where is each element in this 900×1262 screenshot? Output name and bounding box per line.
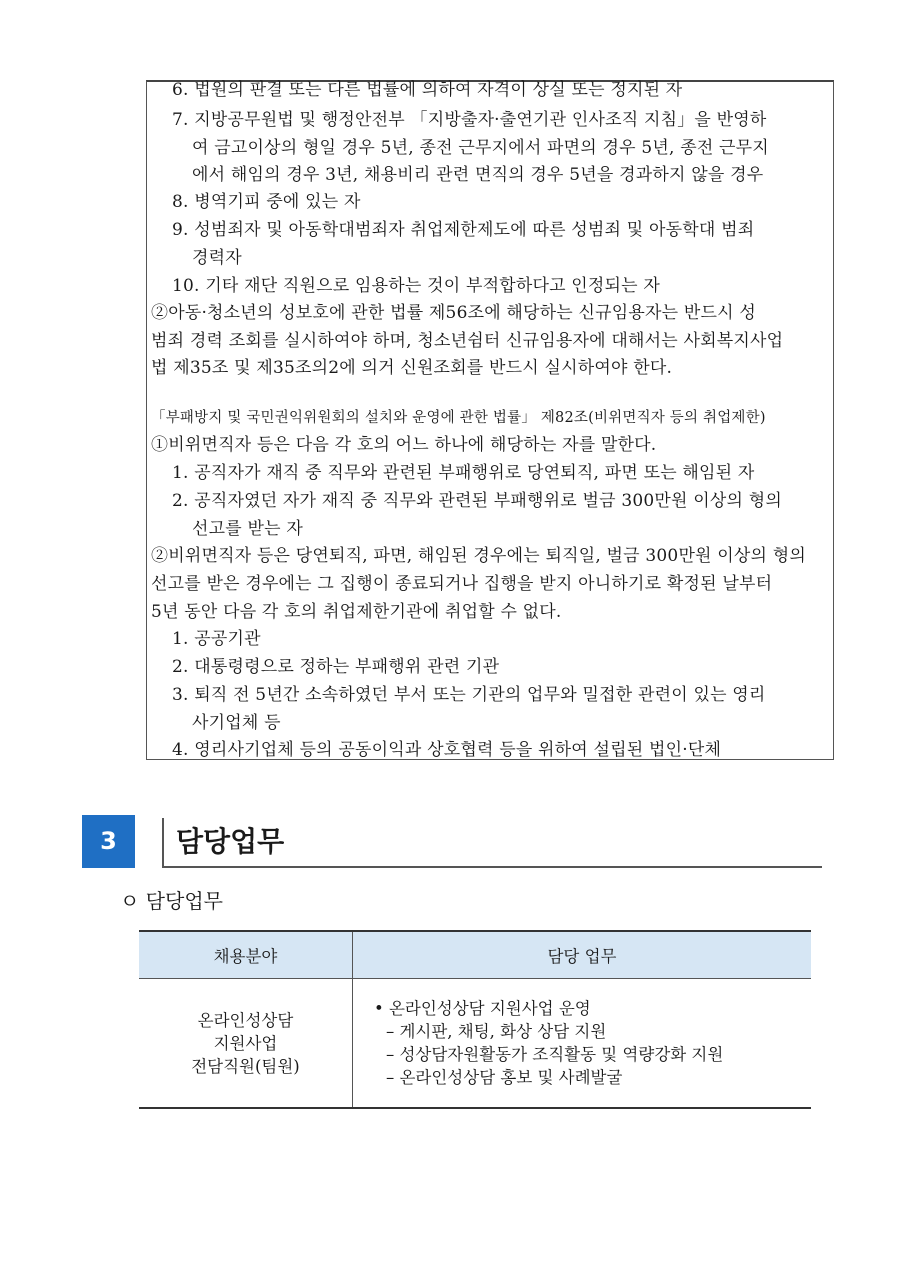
section-divider: [162, 818, 164, 868]
text-line: 범죄 경력 조회를 실시하여야 하며, 청소년쉼터 신규임용자에 대해서는 사회복지사업: [151, 331, 784, 351]
text-line: 선고를 받는 자: [192, 519, 303, 539]
table-row: [139, 979, 811, 1109]
text-line: 10. 기타 재단 직원으로 임용하는 것이 부적합하다고 인정되는 자: [172, 276, 661, 296]
text-line: 선고를 받은 경우에는 그 집행이 종료되거나 집행을 받지 아니하기로 확정된 날부터: [151, 574, 773, 594]
duty-table: [139, 930, 811, 1109]
text-line: 3. 퇴직 전 5년간 소속하였던 부서 또는 기관의 업무와 밀접한 관련이 있는 영리: [172, 685, 766, 705]
text-line: 8. 병역기피 중에 있는 자: [172, 192, 361, 212]
text-line: 에서 해임의 경우 3년, 채용비리 관련 면직의 경우 5년을 경과하지 않을 경우: [192, 165, 764, 185]
text-line: 2. 공직자였던 자가 재직 중 직무와 관련된 부패행위로 벌금 300만원 이상의 형의: [172, 491, 782, 511]
text-line: 1. 공공기관: [172, 629, 261, 649]
text-line: 법 제35조 및 제35조의2에 의거 신원조회를 반드시 실시하여야 한다.: [151, 358, 673, 378]
header-field: 채용분야: [139, 931, 353, 979]
text-line: 5년 동안 다음 각 호의 취업제한기관에 취업할 수 없다.: [151, 602, 562, 622]
text-line: ②비위면직자 등은 당연퇴직, 파면, 해임된 경우에는 퇴직일, 벌금 300만원 이상의 형의: [151, 546, 807, 566]
field-line: 지원사업: [213, 1033, 278, 1053]
text-line: 사기업체 등: [192, 713, 281, 733]
text-line: 9. 성범죄자 및 아동학대범죄자 취업제한제도에 따른 성범죄 및 아동학대 범죄: [172, 220, 755, 240]
text-line: ①비위면직자 등은 다음 각 호의 어느 하나에 해당하는 자를 말한다.: [151, 435, 657, 455]
law-citation: 「부패방지 및 국민권익위원회의 설치와 운영에 관한 법률」 제82조(비위면직자 등의 취업제한): [151, 410, 766, 426]
text-line: 1. 공직자가 재직 중 직무와 관련된 부패행위로 당연퇴직, 파면 또는 해임된 자: [172, 463, 755, 483]
field-cell: [139, 979, 353, 1109]
header-duty: 담당 업무: [353, 931, 812, 979]
text-line: 경력자: [192, 248, 242, 268]
duty-subitem: – 게시판, 채팅, 화상 상담 지원: [386, 1022, 607, 1041]
duty-cell: [353, 979, 812, 1109]
duty-subitem: – 성상담자원활동가 조직활동 및 역량강화 지원: [386, 1045, 724, 1064]
text-line: 여 금고이상의 형일 경우 5년, 종전 근무지에서 파면의 경우 5년, 종전 근무지: [192, 138, 769, 158]
field-line: 온라인성상담: [197, 1010, 294, 1030]
duty-item: • 온라인성상담 지원사업 운영: [374, 999, 591, 1018]
section-underline: [162, 866, 822, 868]
section-title: 담당업무: [176, 825, 285, 858]
text-line: 6. 법원의 판결 또는 다른 법률에 의하여 자격이 상실 또는 정지된 자: [172, 80, 683, 100]
field-line: 전담직원(팀원): [191, 1056, 300, 1076]
subheading: ㅇ 담당업무: [120, 889, 223, 913]
section-number-badge: 3: [82, 815, 135, 868]
text-line: 7. 지방공무원법 및 행정안전부 「지방출자·출연기관 인사조직 지침」을 반영하: [172, 110, 767, 130]
duty-subitem: – 온라인성상담 홍보 및 사례발굴: [386, 1068, 623, 1087]
text-line: 2. 대통령령으로 정하는 부패행위 관련 기관: [172, 657, 500, 677]
table-header-row: [139, 931, 811, 979]
text-line: 4. 영리사기업체 등의 공동이익과 상호협력 등을 위하여 설립된 법인·단체: [172, 740, 722, 760]
text-line: ②아동·청소년의 성보호에 관한 법률 제56조에 해당하는 신규임용자는 반드시 성: [151, 303, 756, 323]
